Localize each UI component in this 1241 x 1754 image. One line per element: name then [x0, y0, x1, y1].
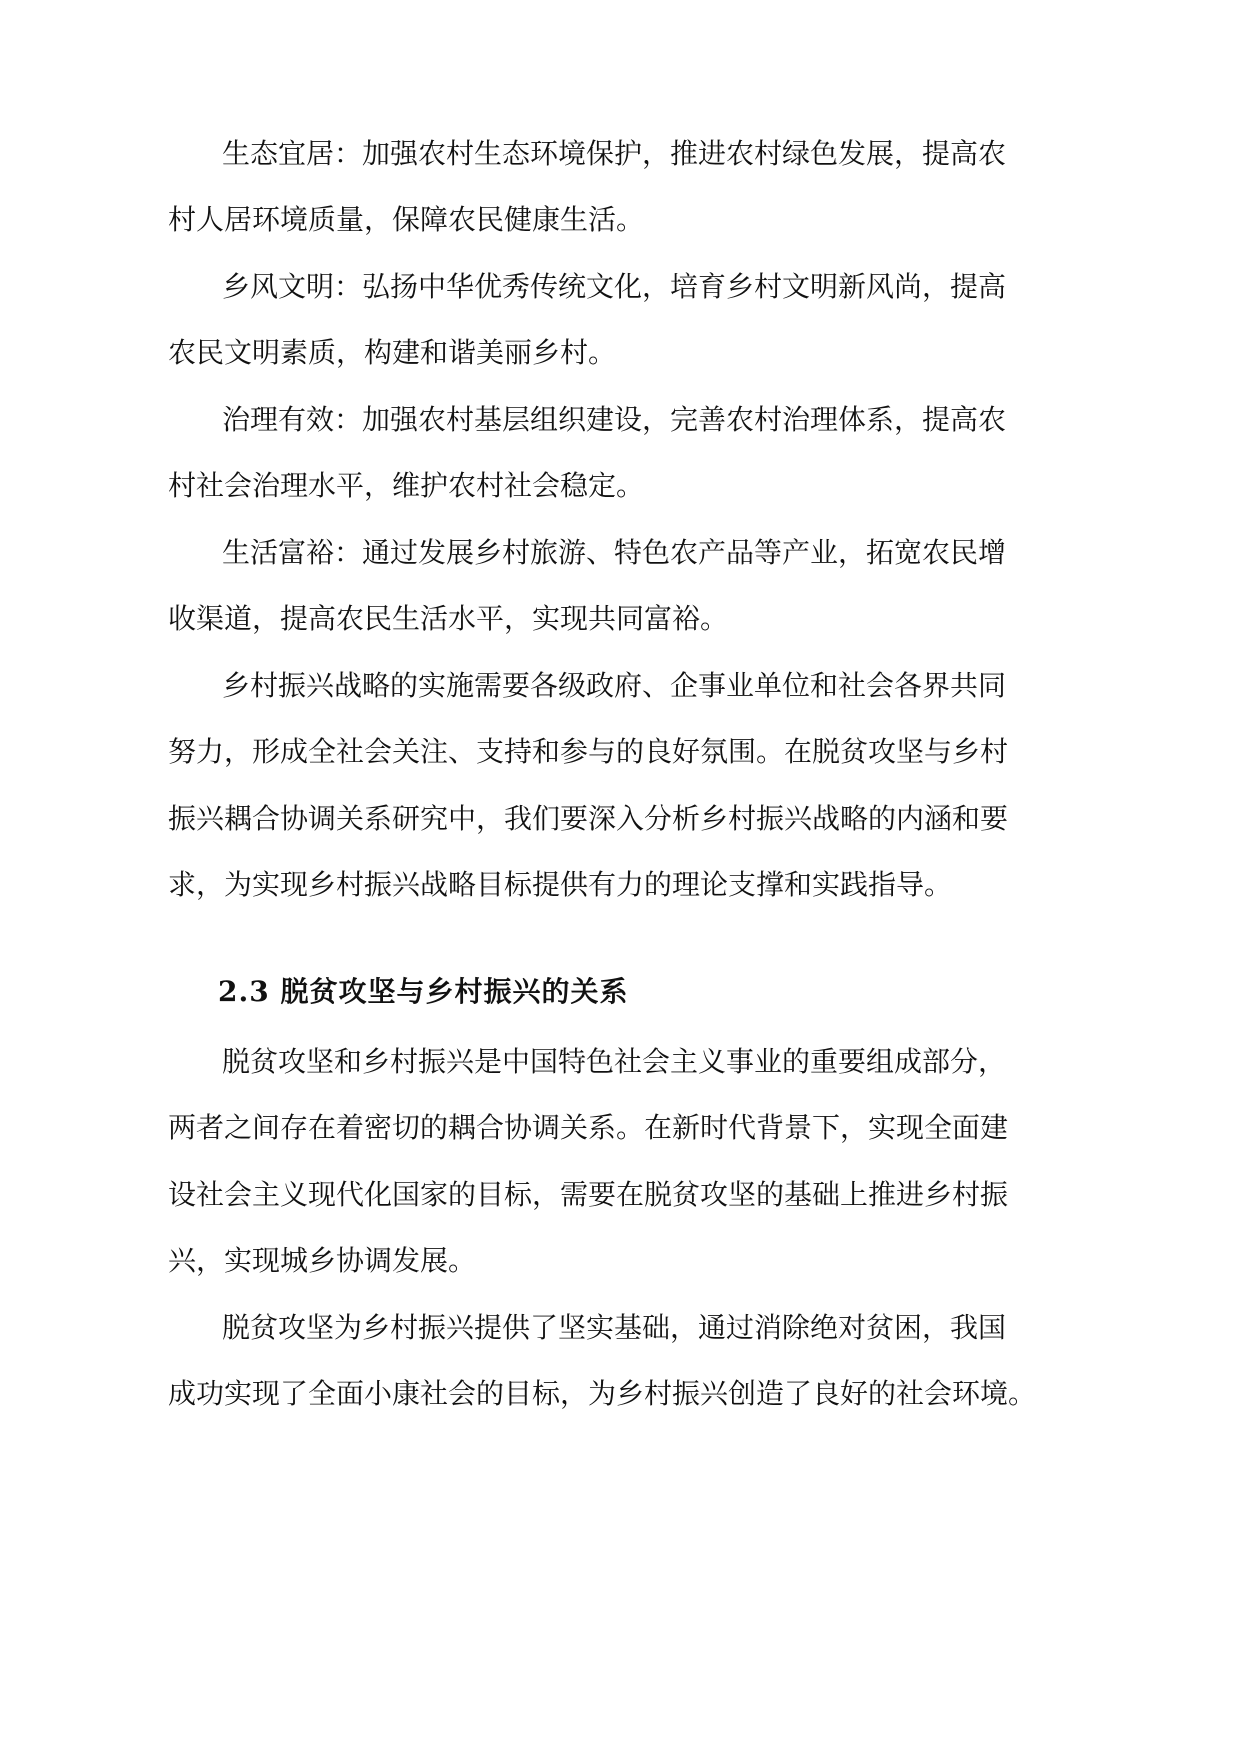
text-line: 村人居环境质量，保障农民健康生活。	[168, 203, 645, 236]
text-line: 乡村振兴战略的实施需要各级政府、企事业单位和社会各界共同	[222, 669, 1007, 702]
text-line: 生活富裕：通过发展乡村旅游、特色农产品等产业，拓宽农民增	[222, 536, 1007, 569]
text-line: 治理有效：加强农村基层组织建设，完善农村治理体系，提高农	[222, 403, 1007, 436]
text-line: 努力，形成全社会关注、支持和参与的良好氛围。在脱贫攻坚与乡村	[168, 735, 1009, 768]
text-line: 收渠道，提高农民生活水平，实现共同富裕。	[168, 602, 729, 635]
text-line: 农民文明素质，构建和谐美丽乡村。	[168, 336, 617, 369]
section-heading: 2.3 脱贫攻坚与乡村振兴的关系	[218, 975, 629, 1008]
text-line: 脱贫攻坚为乡村振兴提供了坚实基础，通过消除绝对贫困，我国	[222, 1311, 1007, 1344]
text-line: 两者之间存在着密切的耦合协调关系。在新时代背景下，实现全面建	[168, 1111, 1009, 1144]
text-line: 设社会主义现代化国家的目标，需要在脱贫攻坚的基础上推进乡村振	[168, 1178, 1009, 1211]
text-line: 生态宜居：加强农村生态环境保护，推进农村绿色发展，提高农	[222, 137, 1007, 170]
text-line: 兴，实现城乡协调发展。	[168, 1244, 477, 1277]
text-line: 振兴耦合协调关系研究中，我们要深入分析乡村振兴战略的内涵和要	[168, 802, 1009, 835]
text-line: 脱贫攻坚和乡村振兴是中国特色社会主义事业的重要组成部分，	[222, 1045, 1007, 1078]
text-line: 乡风文明：弘扬中华优秀传统文化，培育乡村文明新风尚，提高	[222, 270, 1007, 303]
text-line: 村社会治理水平，维护农村社会稳定。	[168, 469, 645, 502]
text-line: 成功实现了全面小康社会的目标，为乡村振兴创造了良好的社会环境。	[168, 1377, 1037, 1410]
text-line: 求，为实现乡村振兴战略目标提供有力的理论支撑和实践指导。	[168, 868, 953, 901]
